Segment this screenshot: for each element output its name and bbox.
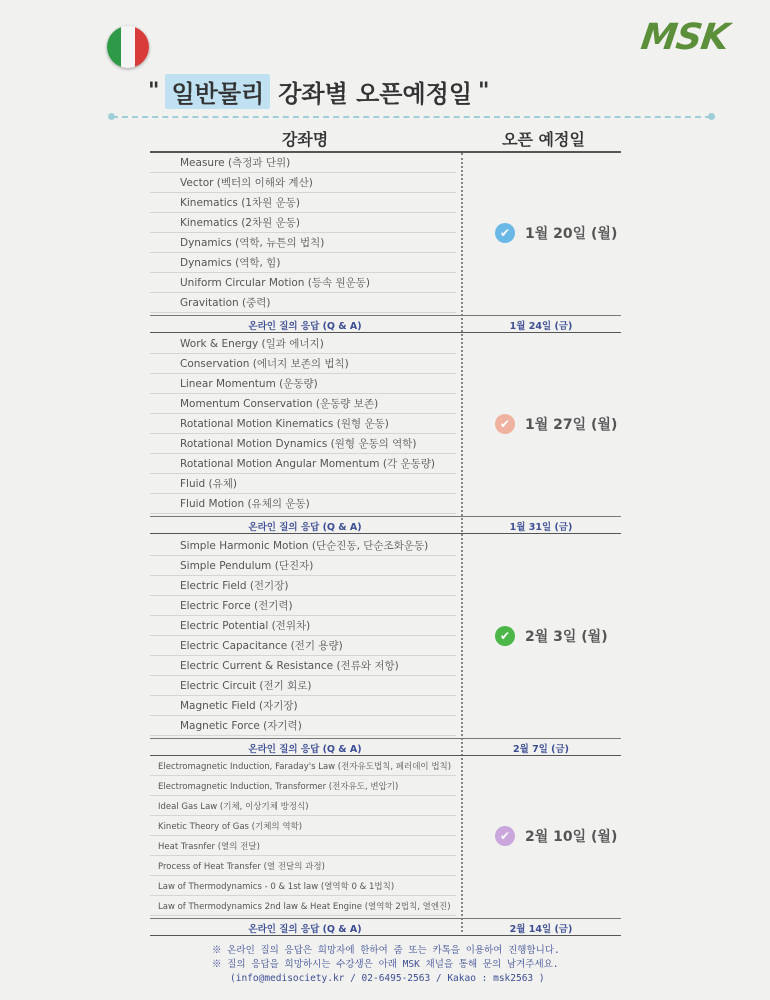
open-date-text: 1월 27일 (월): [525, 417, 618, 433]
note-line-1: ※ 온라인 질의 응답은 희망자에 한하여 줌 또는 카톡을 이용하여 진행합니다.: [212, 945, 560, 956]
column-separator: [461, 153, 463, 932]
qa-label: 온라인 질의 응답 (Q & A): [248, 522, 362, 533]
qa-date: 1월 24일 (금): [509, 321, 573, 332]
open-date: [495, 413, 617, 435]
qa-date: 2월 7일 (금): [512, 744, 570, 755]
qa-row: [150, 918, 621, 936]
check-icon: ✔: [495, 414, 515, 434]
course-row: Law of Thermodynamics - 0 & 1st law (열역학 0 & 1법칙): [150, 876, 456, 896]
course-row: Vector (벡터의 이해와 계산): [150, 173, 456, 193]
course-row: Kinematics (1차원 운동): [150, 193, 456, 213]
course-row: Electric Circuit (전기 회로): [150, 676, 456, 696]
course-row: Dynamics (역학, 뉴튼의 법칙): [150, 233, 456, 253]
open-date-text: 2월 10일 (월): [525, 829, 618, 845]
qa-row: [150, 738, 621, 756]
flag-stripe-white: [121, 26, 135, 68]
course-row: Linear Momentum (운동량): [150, 374, 456, 394]
course-row: Uniform Circular Motion (등속 원운동): [150, 273, 456, 293]
course-row: Magnetic Field (자기장): [150, 696, 456, 716]
course-row: Electric Field (전기장): [150, 576, 456, 596]
open-date: [495, 625, 608, 647]
course-row: Electric Potential (전위차): [150, 616, 456, 636]
course-row: Electromagnetic Induction, Faraday's Law (전자유도법칙, 페러데이 법칙): [150, 756, 456, 776]
open-date-text: 2월 3일 (월): [525, 629, 608, 645]
course-row: Rotational Motion Kinematics (원형 운동): [150, 414, 456, 434]
column-header-course: 강좌명: [281, 130, 329, 149]
qa-row: [150, 516, 621, 534]
course-row: Gravitation (중력): [150, 293, 456, 313]
course-row: Momentum Conservation (운동량 보존): [150, 394, 456, 414]
course-row: Simple Pendulum (단진자): [150, 556, 456, 576]
title-open-quote: ": [148, 78, 160, 104]
course-row: Law of Thermodynamics 2nd law & Heat Engine (열역학 2법칙, 열엔진): [150, 896, 456, 916]
title-close-quote: ": [478, 78, 490, 104]
msk-logo: MSK: [638, 17, 731, 58]
course-row: Electromagnetic Induction, Transformer (전자유도, 변압기): [150, 776, 456, 796]
page-title: [142, 74, 496, 108]
qa-date: 2월 14일 (금): [509, 924, 573, 935]
course-row: Dynamics (역학, 힘): [150, 253, 456, 273]
course-row: Kinetic Theory of Gas (기체의 역학): [150, 816, 456, 836]
qa-label: 온라인 질의 응답 (Q & A): [248, 744, 362, 755]
title-highlight: 일반물리: [165, 74, 270, 109]
open-date-text: 1월 20일 (월): [525, 226, 618, 242]
note-contact: (info@medisociety.kr / 02-6495-2563 / Kakao : msk2563 ): [230, 973, 545, 984]
course-row: Fluid (유체): [150, 474, 456, 494]
course-row: Fluid Motion (유체의 운동): [150, 494, 456, 514]
check-icon: ✔: [495, 626, 515, 646]
qa-date: 1월 31일 (금): [509, 522, 573, 533]
open-date: [495, 222, 617, 244]
footer-notes: [212, 944, 560, 986]
qa-label: 온라인 질의 응답 (Q & A): [248, 321, 362, 332]
course-row: Electric Current & Resistance (전류와 저항): [150, 656, 456, 676]
course-row: Electric Force (전기력): [150, 596, 456, 616]
course-row: Heat Trasnfer (열의 전달): [150, 836, 456, 856]
flag-stripe-green: [107, 26, 121, 68]
italy-flag-icon: [107, 26, 149, 68]
course-row: Electric Capacitance (전기 용량): [150, 636, 456, 656]
check-icon: ✔: [495, 223, 515, 243]
course-row: Work & Energy (일과 에너지): [150, 334, 456, 354]
qa-row: [150, 315, 621, 333]
flag-stripe-red: [135, 26, 149, 68]
course-row: Kinematics (2차원 운동): [150, 213, 456, 233]
title-rest: 강좌별 오픈예정일: [278, 79, 473, 108]
course-row: Ideal Gas Law (기체, 이상기체 방정식): [150, 796, 456, 816]
course-row: Rotational Motion Dynamics (원형 운동의 역학): [150, 434, 456, 454]
note-line-2: ※ 질의 응답을 희망하시는 수강생은 아래 MSK 채널을 통해 문의 남겨주세요.: [212, 959, 559, 970]
course-row: Process of Heat Transfer (열 전달의 과정): [150, 856, 456, 876]
qa-label: 온라인 질의 응답 (Q & A): [248, 924, 362, 935]
course-row: Conservation (에너지 보존의 법칙): [150, 354, 456, 374]
course-row: Rotational Motion Angular Momentum (각 운동량): [150, 454, 456, 474]
course-row: Simple Harmonic Motion (단순진동, 단순조화운동): [150, 536, 456, 556]
check-icon: ✔: [495, 826, 515, 846]
course-row: Measure (측정과 단위): [150, 153, 456, 173]
course-row: Magnetic Force (자기력): [150, 716, 456, 736]
column-header-date: 오픈 예정일: [502, 130, 585, 149]
open-date: [495, 825, 617, 847]
dashed-divider: [112, 116, 711, 118]
